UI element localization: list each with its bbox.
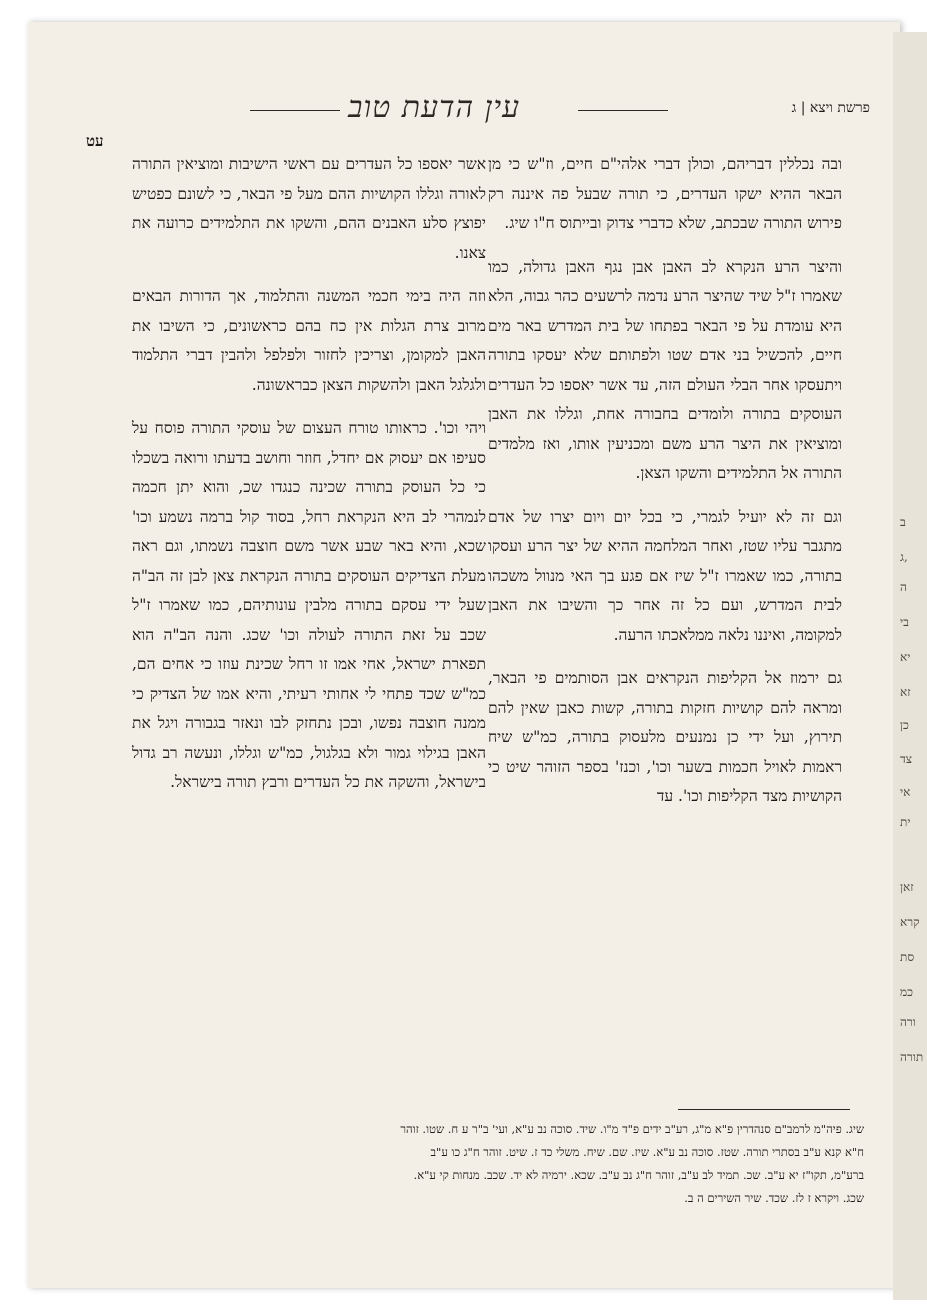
edge-fragment: בי [900,615,909,629]
edge-fragment: כן [900,718,909,732]
title-rule-left [250,110,340,111]
facing-page-edge [893,32,927,1300]
paragraph: והיצר הרע הנקרא לב האבן אבן נגף האבן גדולה, כמו שאמרו ז"ל שיד שהיצר הרע נדמה לרשעים כהר גבוה, הלא היא עומדת על פי הבאר בפתחו של בית המדרש באר מים חיים, להכשיל בני אדם שטו ולפתותם שלא יעסקו בתורה ויתעסקו אחר הבלי העולם הזה, עד אשר יאספו כל העדרים העוסקים בתורה ולומדים בחבורה אחת, וגללו את האבן ומוציאין את היצר הרע משם ומכניעין אותו, ואז מלמדים התורה אל התלמידים והשקו הצאן. [488,257,842,482]
footnote-line: שיג. פיה"מ לרמב"ם סנהדרין פ"א מ"ג, רע"ב ידים פ"ד מ"ו. שיד. סוכה נב ע"א, ועי' ב"ר ע ח. שטו. זוהר [400,1122,864,1136]
edge-fragment: קרא [900,915,920,929]
page-header [78,90,870,150]
right-column [488,150,842,826]
edge-fragment: ורה [900,1015,916,1029]
paragraph: אשר יאספו כל העדרים עם ראשי הישיבות ומוציאין התורה לאורה וגללו הקושיות ההם מעל פי הבאר, כי לשונם כפטיש יפוצץ סלע האבנים ההם, והשקו את התלמידים כרועה את צאנו. [132,155,486,262]
footnote-line: ברע"מ, תקו"ז יא ע"ב. שכ. תמיד לב ע"ב, זוהר ח"ג נב ע"ב. שכא. ירמיה לא יד. שכב. מנחות קי ע"א. [413,1168,864,1182]
edge-fragment: כמ [900,985,913,999]
paragraph: וזה היה בימי חכמי המשנה והתלמוד, אך הדורות הבאים מרוב צרת הגלות אין כח בהם כראשונים, כי השיבו את האבן למקומן, וצריכין לחזור ולפלפל ולהבין דברי התלמוד ולגלגל האבן ולהשקות הצאן כבראשונה. [132,287,486,394]
running-head: פרשת ויצא | ג [791,100,870,116]
paragraph: וגם זה לא יועיל לגמרי, כי בכל יום ויום יצרו של אדם מתגבר עליו שטז, ואחר המלחמה ההיא של יצר הרע ועסקו בתורה, כמו שאמרו ז"ל שיז אם פגע בך האי מנוול משכהו לבית המדרש, ועם כל זה אחר כך והשיבו את האבן למקומה, ואיננו נלאה ממלאכתו הרעה. [488,507,842,644]
edge-fragment: תורה [900,1050,924,1064]
edge-fragment: יא [900,650,911,664]
footnotes [130,1118,864,1210]
edge-fragment: ב [900,515,906,529]
footnote-line: ח"א קנא ע"ב בסתרי תורה. שטז. סוכה נב ע"א. שיז. שם. שיח. משלי כד ז. שיט. זוהר ח"ג כו ע"ב [430,1145,864,1159]
footnote-rule [678,1109,850,1110]
edge-fragment: אי [900,785,911,799]
paragraph: ובה נכללין דבריהם, וכולן דברי אלהי"ם חיים, וז"ש כי מן הבאר ההיא ישקו העדרים, כי תורה שבעל פה איננה רק פירוש התורה שבכתב, שלא כדברי צדוק ובייתוס ח"ו שיג. [488,155,842,232]
edge-fragment: זא [900,685,911,699]
book-title: עין הדעת טוב [348,90,521,125]
edge-fragment: ה [900,580,907,594]
edge-fragment: צד [900,752,913,766]
footnote-line: שכג. ויקרא ז לז. שכד. שיר השירים ה ב. [684,1191,864,1205]
edge-fragment: זאן [900,880,914,894]
paragraph: גם ירמוז אל הקליפות הנקראים אבן הסותמים פי הבאר, ומראה להם קושיות חזקות בתורה, קשות כאבן שאין להם תירוץ, ועל ידי כן נמנעים מלעסוק בתורה, כמ"ש שיח ראמות לאויל חכמות בשער וכו', וכנז' בספר הזוהר שיט כי הקושיות מצד הקליפות וכו'. עד [488,669,842,805]
left-column [132,150,486,812]
page-number: עט [86,132,104,150]
edge-fragment: ג, [900,550,908,564]
edge-fragment: ית [900,815,911,829]
title-rule-right [578,110,668,111]
edge-fragment: סת [900,950,915,964]
paragraph: ויהי וכו'. כראותו טורח העצום של עוסקי התורה פוסח על סעיפו אם יעסוק אם יחדל, חוזר וחושב בדעתו ורואה בשכלו כי כל העוסק בתורה שכינה כנגדו שכ, והוא יתן חכמה לנמהרי לב היא הנקראת רחל, בסוד קול ברמה נשמע וכו' שכא, והיא באר שבע אשר משם חוצבה נשמתו, וגם ראה מעלת הצדיקים העוסקים בתורה הנקראת צאן לבן זה הב"ה שעל ידי עסקם בתורה מלבין עונותיהם, כמו שאמרו ז"ל שכב על זאת התורה לעולה וכו' שכג. והנה הב"ה הוא תפארת ישראל, אחי אמו זו רחל שכינת עוזו כי אחים הם, כמ"ש שכד פתחי לי אחותי רעיתי, והיא אמו של הצדיק כי ממנה חוצבה נפשו, ובכן נתחזק לבו ונאזר בגבורה ויגל את האבן בגילוי גמור ולא בגלגול, כמ"ש וגללו, ונעשה רב גדול בישראל, והשקה את כל העדרים ורבץ תורה בישראל. [132,419,486,791]
